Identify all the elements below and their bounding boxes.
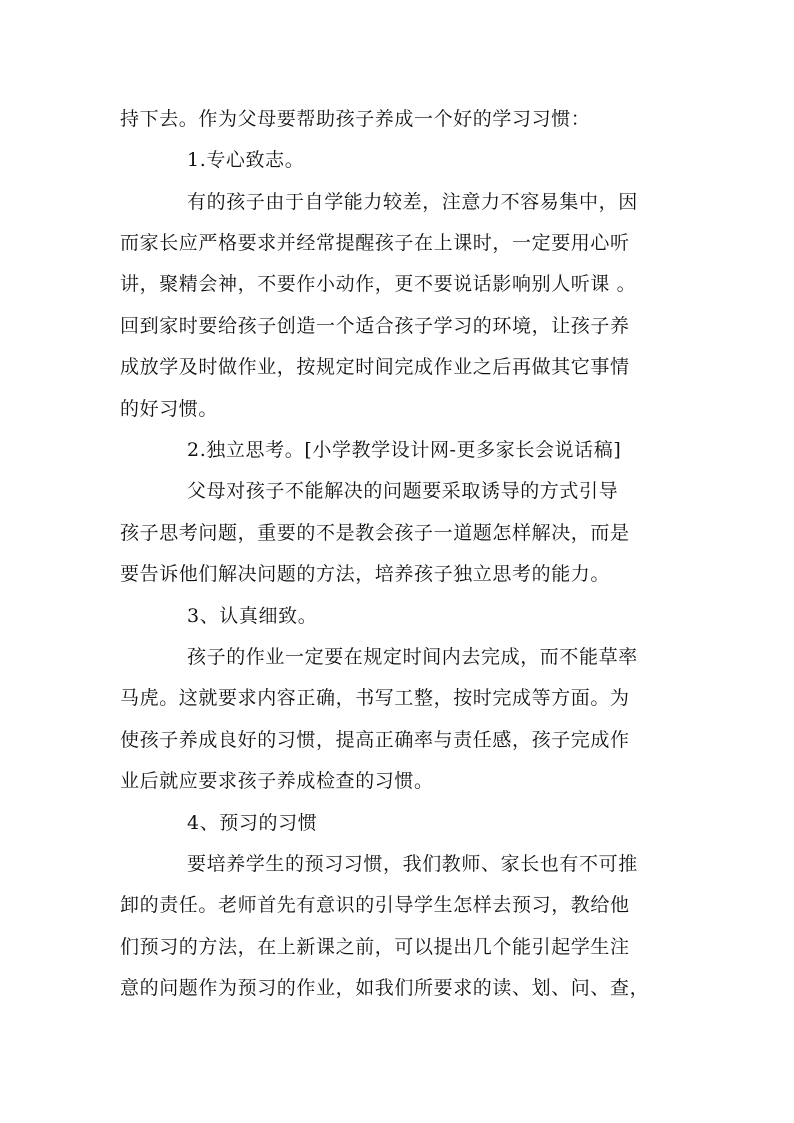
body-text-line: 要告诉他们解决问题的方法，培养孩子独立思考的能力。 bbox=[120, 563, 611, 585]
body-text-line: 讲，聚精会神，不要作小动作，更不要说话影响别人听课 。 bbox=[120, 273, 637, 295]
section-heading: 3、认真细致。 bbox=[187, 605, 318, 627]
body-text-line: 孩子的作业一定要在规定时间内去完成，而不能草率 bbox=[187, 646, 638, 668]
section-heading: 1.专心致志。 bbox=[187, 149, 305, 171]
body-text-line: 卸的责任。老师首先有意识的引导学生怎样去预习，教给他 bbox=[120, 894, 630, 916]
section-heading: 4、预习的习惯 bbox=[187, 812, 318, 834]
body-text-line: 而家长应严格要求并经常提醒孩子在上课时，一定要用心听 bbox=[120, 232, 630, 254]
body-text-line: 成放学及时做作业，按规定时间完成作业之后再做其它事情 bbox=[120, 356, 630, 378]
section-heading: 2.独立思考。[小学教学设计网-更多家长会说话稿] bbox=[187, 439, 622, 461]
body-text-line: 马虎。这就要求内容正确，书写工整，按时完成等方面。为 bbox=[120, 687, 630, 709]
body-text-line: 的好习惯。 bbox=[120, 398, 219, 420]
body-text-line: 业后就应要求孩子养成检查的习惯。 bbox=[120, 770, 434, 792]
body-text-line: 使孩子养成良好的习惯，提高正确率与责任感，孩子完成作 bbox=[120, 729, 630, 751]
body-text-line: 父母对孩子不能解决的问题要采取诱导的方式引导 bbox=[187, 480, 619, 502]
body-text-line: 回到家时要给孩子创造一个适合孩子学习的环境，让孩子养 bbox=[120, 315, 630, 337]
body-text-line: 意的问题作为预习的作业，如我们所要求的读、划、问、查， bbox=[120, 977, 650, 999]
body-text-line: 持下去。作为父母要帮助孩子养成一个好的学习习惯： bbox=[120, 108, 591, 130]
body-text-line: 们预习的方法，在上新课之前，可以提出几个能引起学生注 bbox=[120, 936, 630, 958]
body-text-line: 孩子思考问题，重要的不是教会孩子一道题怎样解决，而是 bbox=[120, 522, 630, 544]
body-text-line: 有的孩子由于自学能力较差，注意力不容易集中，因 bbox=[187, 191, 638, 213]
body-text-line: 要培养学生的预习习惯，我们教师、家长也有不可推 bbox=[187, 853, 638, 875]
